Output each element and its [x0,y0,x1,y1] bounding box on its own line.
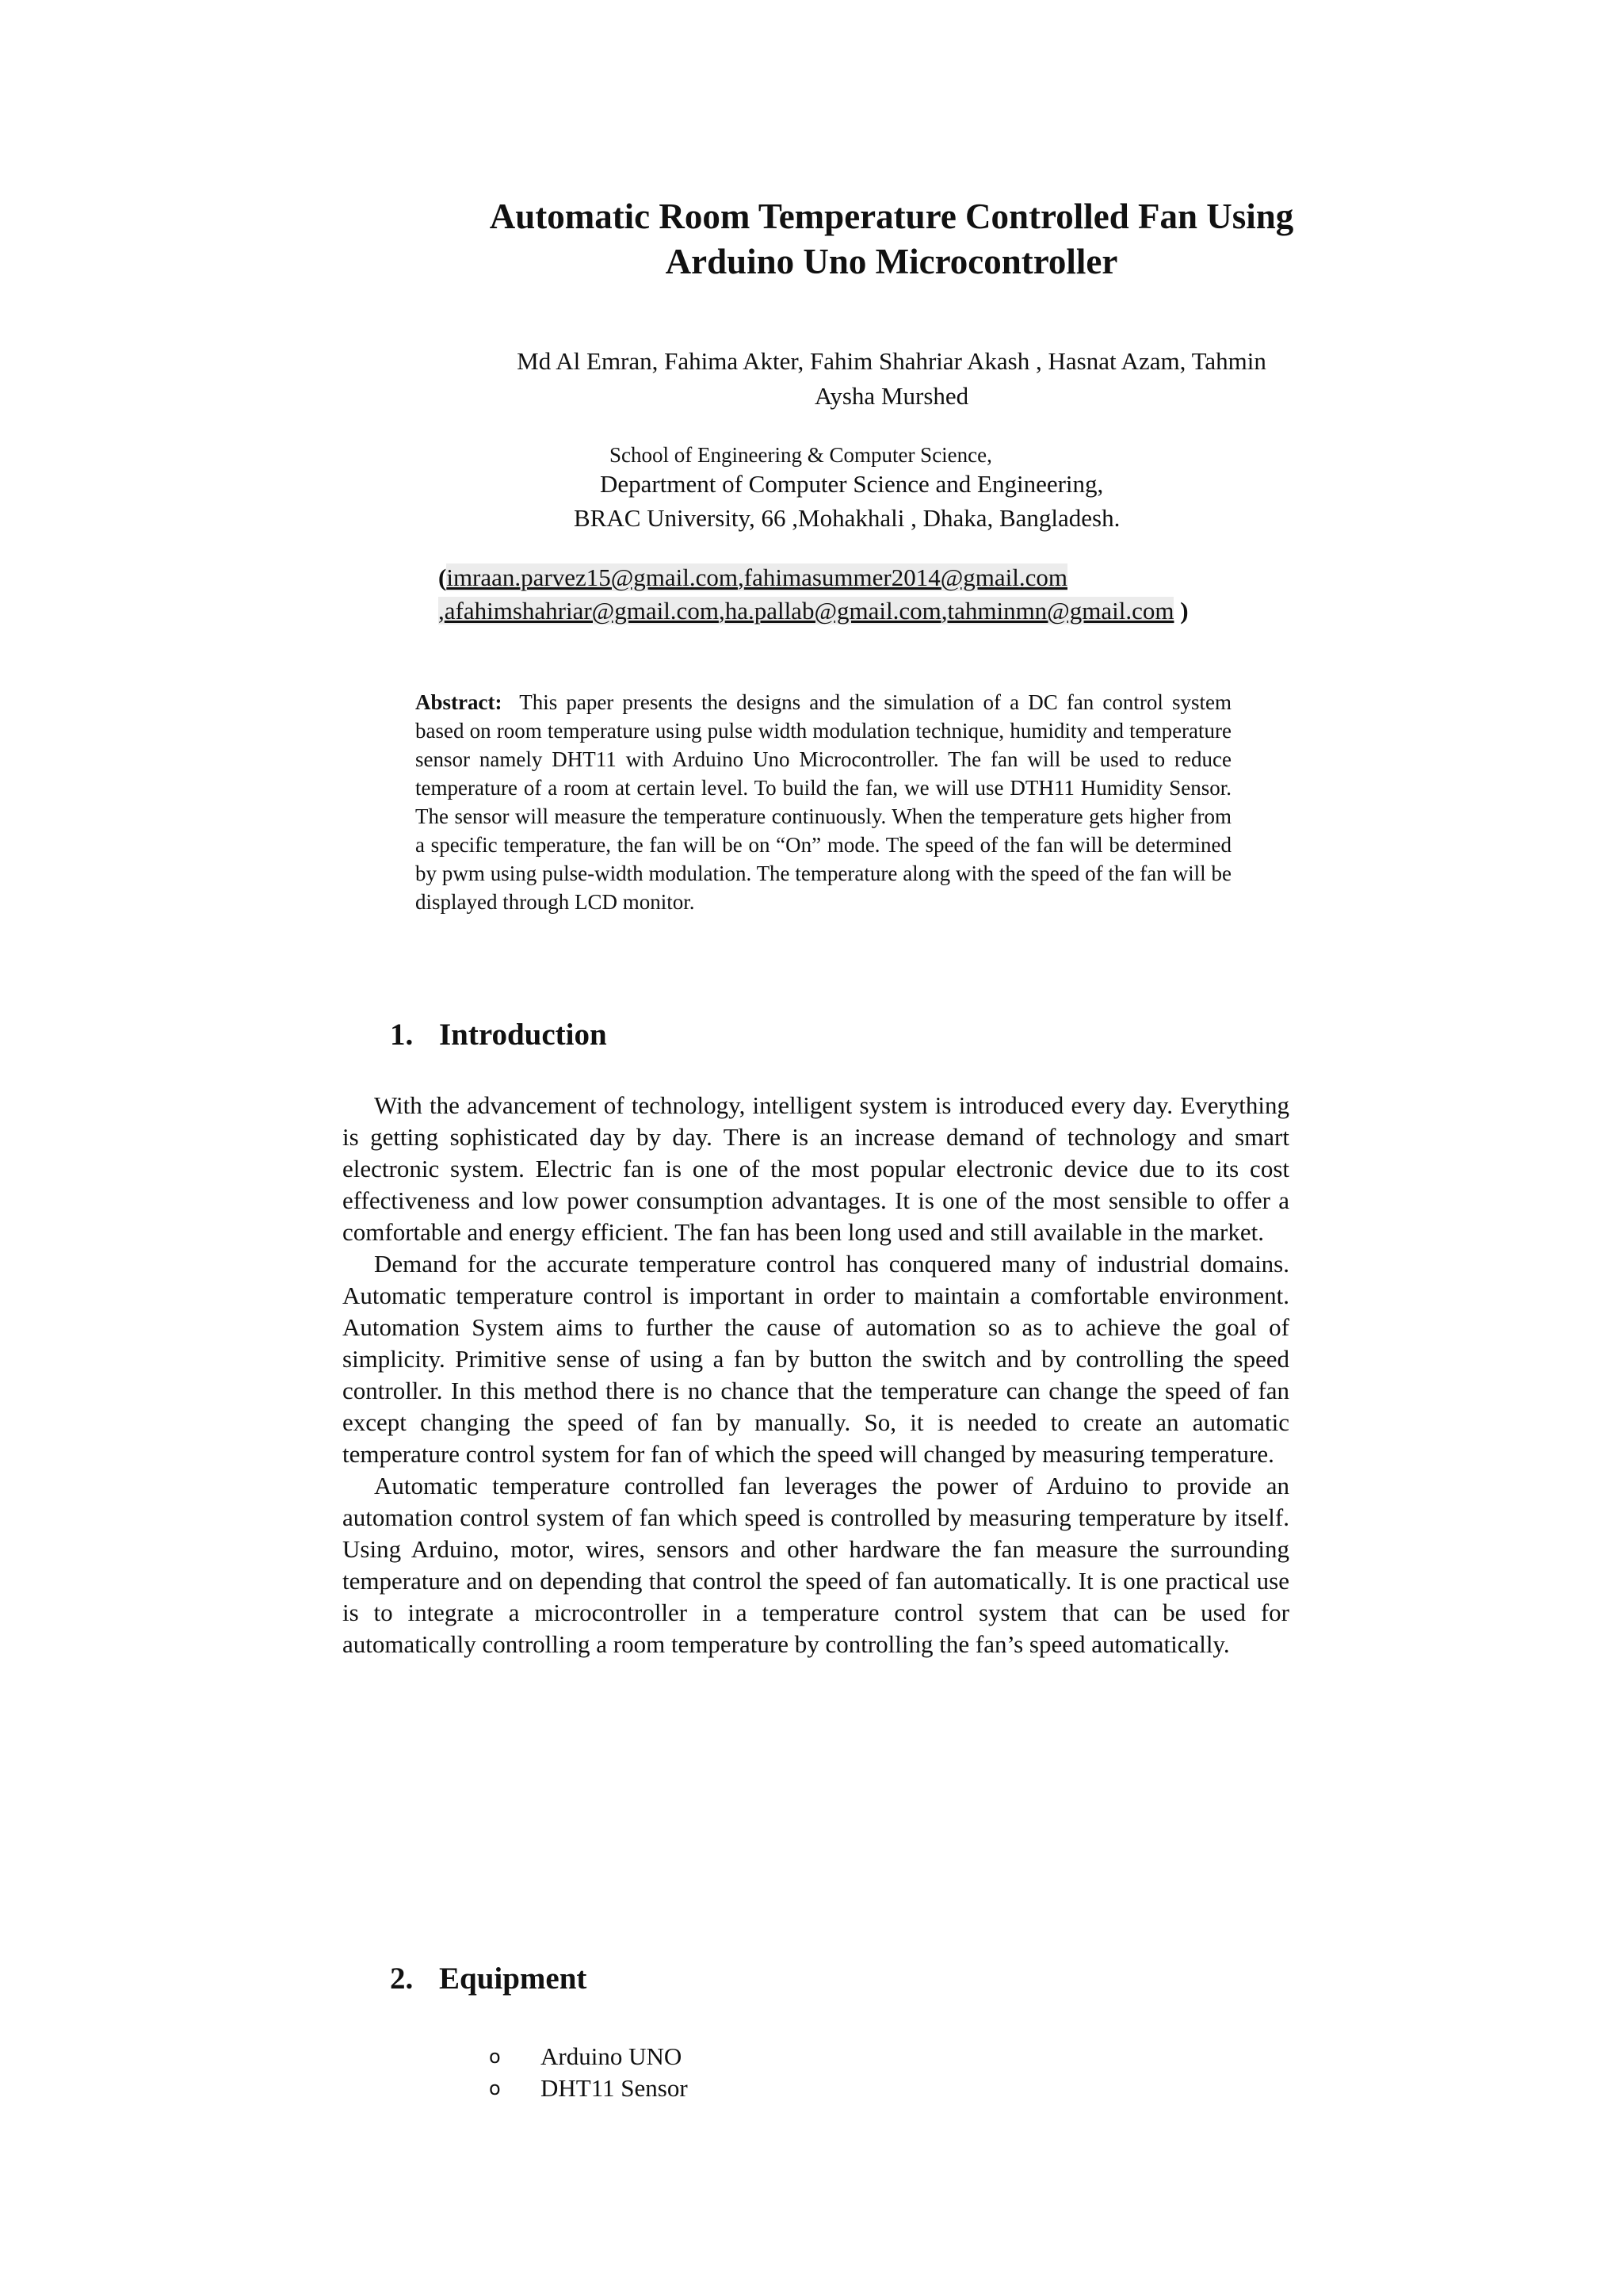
emails-close-paren: ) [1174,597,1189,625]
list-item [489,2073,688,2104]
email-separator-2: , [438,597,445,625]
affiliation-university: BRAC University, 66 ,Mohakhali , Dhaka, Bangladesh. [574,504,1121,532]
title-line-1: Automatic Room Temperature Controlled Fan Using [489,197,1294,236]
section-number: 1. [390,1018,414,1052]
introduction-paragraph-1: With the advancement of technology, intelligent system is introduced every day. Everything is getting sophisticated day by day. There is an increase demand of technology and smart electronic system. Electric fan is one of the most popular electronic device due to its cost effectiveness and low power consumption advantages. It is one of the most sensible to offer a comfortable and energy efficient. The fan has been long used and still available in the market. [342,1091,1289,1246]
affiliation-school: School of Engineering & Computer Science, [609,443,992,467]
author-list [333,344,1450,414]
section-number: 2. [390,1962,414,1996]
list-item-text: DHT11 Sensor [540,2074,688,2102]
section-title: Equipment [439,1962,587,1996]
email-link-4[interactable]: ha.pallab@gmail.com [724,597,941,625]
introduction-body [342,1090,1289,1660]
bullet-circle-icon: o [489,2046,501,2068]
email-link-5[interactable]: tahminmn@gmail.com [947,597,1174,625]
author-emails [438,561,1389,628]
list-item-text: Arduino UNO [540,2042,682,2070]
authors-line-1: Md Al Emran, Fahima Akter, Fahim Shahriar Akash , Hasnat Azam, Tahmin [517,347,1266,375]
abstract [415,688,1232,916]
section-heading-introduction [390,1016,607,1054]
email-separator-1: , [738,563,744,591]
email-link-2[interactable]: fahimasummer2014@gmail.com [743,563,1067,591]
paper-title [238,194,1545,285]
section-title: Introduction [439,1018,607,1052]
bullet-circle-icon: o [489,2077,501,2099]
abstract-text: This paper presents the designs and the simulation of a DC fan control system based on room temperature using pulse width modulation technique, humidity and temperature sensor namely DHT11 with Arduino Uno Microcontroller. The fan will be used to reduce temperature of a room at certain level. To build the fan, we will use DTH11 Humidity Sensor. The sensor will measure the temperature continuously. When the temperature gets higher from a specific temperature, the fan will be on “On” mode. The speed of the fan will be determined by pwm using pulse-width modulation. The temperature along with the speed of the fan will be displayed through LCD monitor. [415,690,1232,914]
title-line-2: Arduino Uno Microcontroller [665,242,1118,281]
email-separator-3: , [718,597,725,625]
emails-line-1 [438,561,1389,594]
equipment-list [489,2041,688,2104]
email-separator-4: , [941,597,948,625]
authors-line-2: Aysha Murshed [814,382,969,410]
section-heading-equipment [390,1960,586,1998]
list-item [489,2041,688,2073]
emails-line-2 [438,594,1389,628]
introduction-paragraph-2: Demand for the accurate temperature control has conquered many of industrial domains. Automatic temperature control is important in order to maintain a comfortable environment. Automation System aims to further the cause of automation so as to achieve the goal of simplicity. Primitive sense of using a fan by button the switch and by controlling the speed controller. In this method there is no chance that the temperature can change the speed of fan except changing the speed of fan by manually. So, it is needed to create an automatic temperature control system for fan of which the speed will changed by measuring temperature. [342,1250,1289,1468]
email-link-3[interactable]: afahimshahriar@gmail.com [444,597,719,625]
abstract-label: Abstract: [415,690,502,714]
affiliation-department: Department of Computer Science and Engineering, [600,470,1104,498]
emails-open-paren: ( [438,563,447,591]
introduction-paragraph-3: Automatic temperature controlled fan leverages the power of Arduino to provide an automation control system of fan which speed is controlled by measuring temperature by itself. Using Arduino, motor, wires, sensors and other hardware the fan measure the surrounding temperature and on depending that control the speed of fan automatically. It is one practical use is to integrate a microcontroller in a temperature control system that can be used for automatically controlling a room temperature by controlling the fan’s speed automatically. [342,1472,1289,1658]
email-link-1[interactable]: imraan.parvez15@gmail.com [446,563,739,591]
